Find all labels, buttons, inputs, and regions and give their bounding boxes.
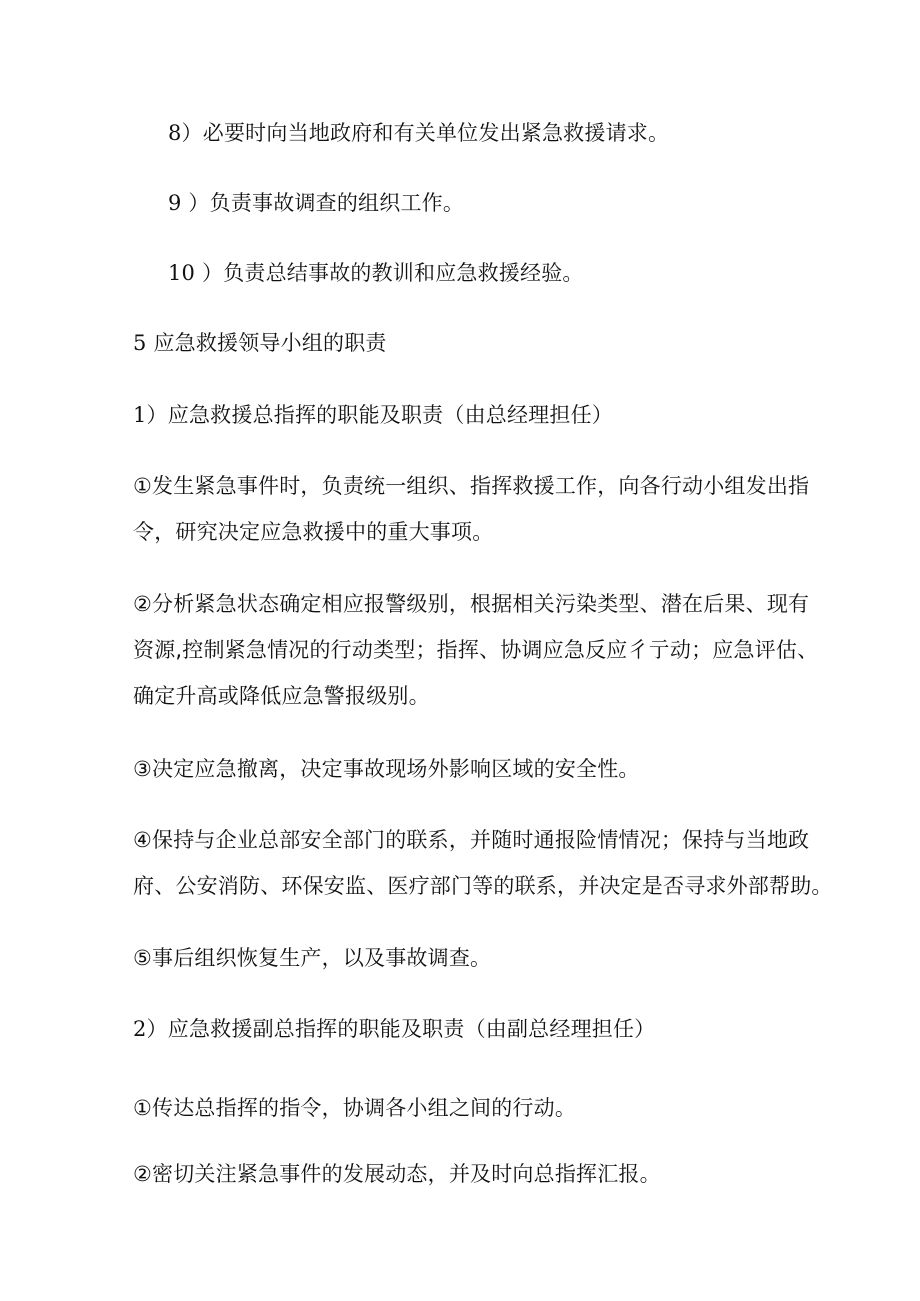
paragraph-line: ③决定应急撤离，决定事故现场外影响区域的安全性。 (133, 757, 640, 781)
paragraph-line: ④保持与企业总部安全部门的联系，并随时通报险情情况；保持与当地政 (133, 828, 810, 852)
list-item (0, 190, 920, 216)
list-item (0, 260, 920, 286)
section-heading (0, 330, 920, 356)
paragraph-line: ⑤事后组织恢复生产，以及事故调查。 (133, 946, 492, 970)
paragraph-line: 资源,控制紧急情况的行动类型；指挥、协调应急反应彳亍动；应急评估、 (133, 638, 819, 662)
item-number: 8） (168, 121, 203, 145)
item-text: 负责总结事故的教训和应急救援经验。 (223, 261, 584, 285)
paragraph-line: ①发生紧急事件时，负责统一组织、指挥救援工作，向各行动小组发出指 (133, 474, 810, 498)
subsection-heading (0, 1016, 920, 1042)
duty-paragraph (0, 1095, 920, 1121)
item-number: 9 ） (168, 191, 210, 215)
duty-paragraph (0, 1161, 920, 1187)
paragraph-line: 令，研究决定应急救援中的重大事项。 (133, 520, 494, 544)
duty-paragraph (0, 827, 920, 899)
paragraph-line: ①传达总指挥的指令，协调各小组之间的行动。 (133, 1096, 577, 1120)
paragraph-line: ②分析紧急状态确定相应报警级别，根据相关污染类型、潜在后果、现有 (133, 592, 810, 616)
subsection-number: 1） (133, 403, 168, 427)
item-number: 10 ） (168, 261, 224, 285)
duty-paragraph (0, 945, 920, 971)
duty-paragraph (0, 591, 920, 709)
section-title: 应急救援领导小组的职责 (153, 331, 387, 355)
paragraph-line: 府、公安消防、环保安监、医疗部门等的联系，并决定是否寻求外部帮助。 (133, 874, 833, 898)
item-text: 负责事故调查的组织工作。 (209, 191, 465, 215)
item-text: 必要时向当地政府和有关单位发出紧急救援请求。 (202, 121, 670, 145)
subsection-number: 2） (133, 1017, 168, 1041)
duty-paragraph (0, 756, 920, 782)
duty-paragraph (0, 473, 920, 545)
paragraph-line: ②密切关注紧急事件的发展动态，并及时向总指挥汇报。 (133, 1162, 661, 1186)
paragraph-line: 确定升高或降低应急警报级别。 (133, 684, 430, 708)
subsection-title: 应急救援总指挥的职能及职责（由总经理担任） (167, 403, 613, 427)
list-item (0, 120, 920, 146)
subsection-title: 应急救援副总指挥的职能及职责（由副总经理担任） (167, 1017, 656, 1041)
subsection-heading (0, 402, 920, 428)
section-number: 5 (133, 331, 154, 355)
